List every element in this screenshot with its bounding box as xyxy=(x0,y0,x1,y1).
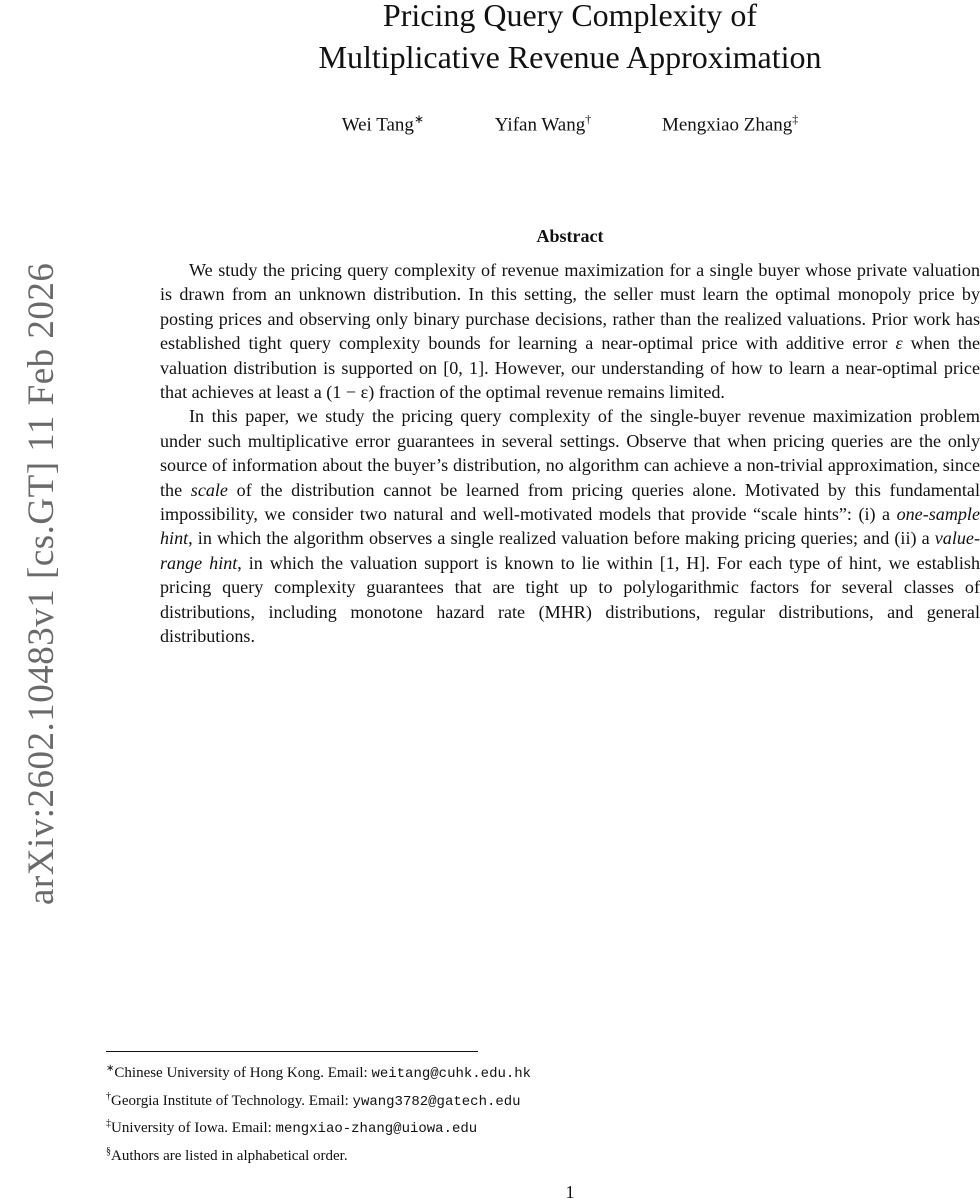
footnote-4: §Authors are listed in alphabetical order. xyxy=(106,1145,348,1164)
abstract-paragraph-2: In this paper, we study the pricing query complexity of the single-buyer revenue maximization problem under such multiplicative error guarantees in several settings. Observe that when pricing queries are the only source of information about the buyer’s distribution, no algorithm can achieve a non-trivial approximation, since the scale of the distribution cannot be learned from pricing queries alone. Motivated by this fundamental impossibility, we consider two natural and well-motivated models that provide “scale hints”: (i) a one-sample hint, in which the algorithm observes a single realized valuation before making pricing queries; and (ii) a value-range hint, in which the valuation support is known to lie within [1, H]. For each type of hint, we establish pricing query complexity guarantees that are tight up to polylogarithmic factors for several classes of distributions, including monotone hazard rate (MHR) distributions, regular distributions, and general distributions. xyxy=(160,406,980,647)
title-line-2: Multiplicative Revenue Approximation xyxy=(318,39,822,75)
page-number: 1 xyxy=(565,1182,575,1202)
email-link[interactable]: ywang3782@gatech.edu xyxy=(352,1093,521,1110)
arxiv-identifier: arXiv:2602.10483v1 [cs.GT] 11 Feb 2026 xyxy=(21,262,62,905)
title-line-1: Pricing Query Complexity of xyxy=(382,0,758,33)
author-2: Yifan Wang† xyxy=(494,112,592,136)
footnote-rule xyxy=(106,1051,478,1052)
abstract-heading: Abstract xyxy=(536,226,604,246)
author-3: Mengxiao Zhang‡ xyxy=(661,112,799,136)
author-1: Wei Tang∗ xyxy=(341,112,424,136)
abstract-paragraph-1: We study the pricing query complexity of revenue maximization for a single buyer whose private valuation is drawn from an unknown distribution. In this setting, the seller must learn the optimal monopoly price by posting prices and observing only binary purchase decisions, rather than the realized valuations. Prior work has established tight query complexity bounds for learning a near-optimal price with additive error ε when the valuation distribution is supported on [0, 1]. However, our understanding of how to learn a near-optimal price that achieves at least a (1 − ε) fraction of the optimal revenue remains limited. xyxy=(160,260,980,403)
footnote-1: ∗Chinese University of Hong Kong. Email: weitang@cuhk.edu.hk xyxy=(106,1063,532,1082)
email-link[interactable]: mengxiao-zhang@uiowa.edu xyxy=(275,1121,478,1137)
footnote-2: †Georgia Institute of Technology. Email: ywang3782@gatech.edu xyxy=(106,1090,521,1110)
paper-title xyxy=(160,0,980,78)
abstract-body xyxy=(160,258,980,649)
author-list xyxy=(160,112,980,136)
email-link[interactable]: weitang@cuhk.edu.hk xyxy=(371,1066,532,1082)
footnotes xyxy=(106,1058,906,1167)
footnote-3: ‡University of Iowa. Email: mengxiao-zhang@uiowa.edu xyxy=(106,1118,478,1137)
